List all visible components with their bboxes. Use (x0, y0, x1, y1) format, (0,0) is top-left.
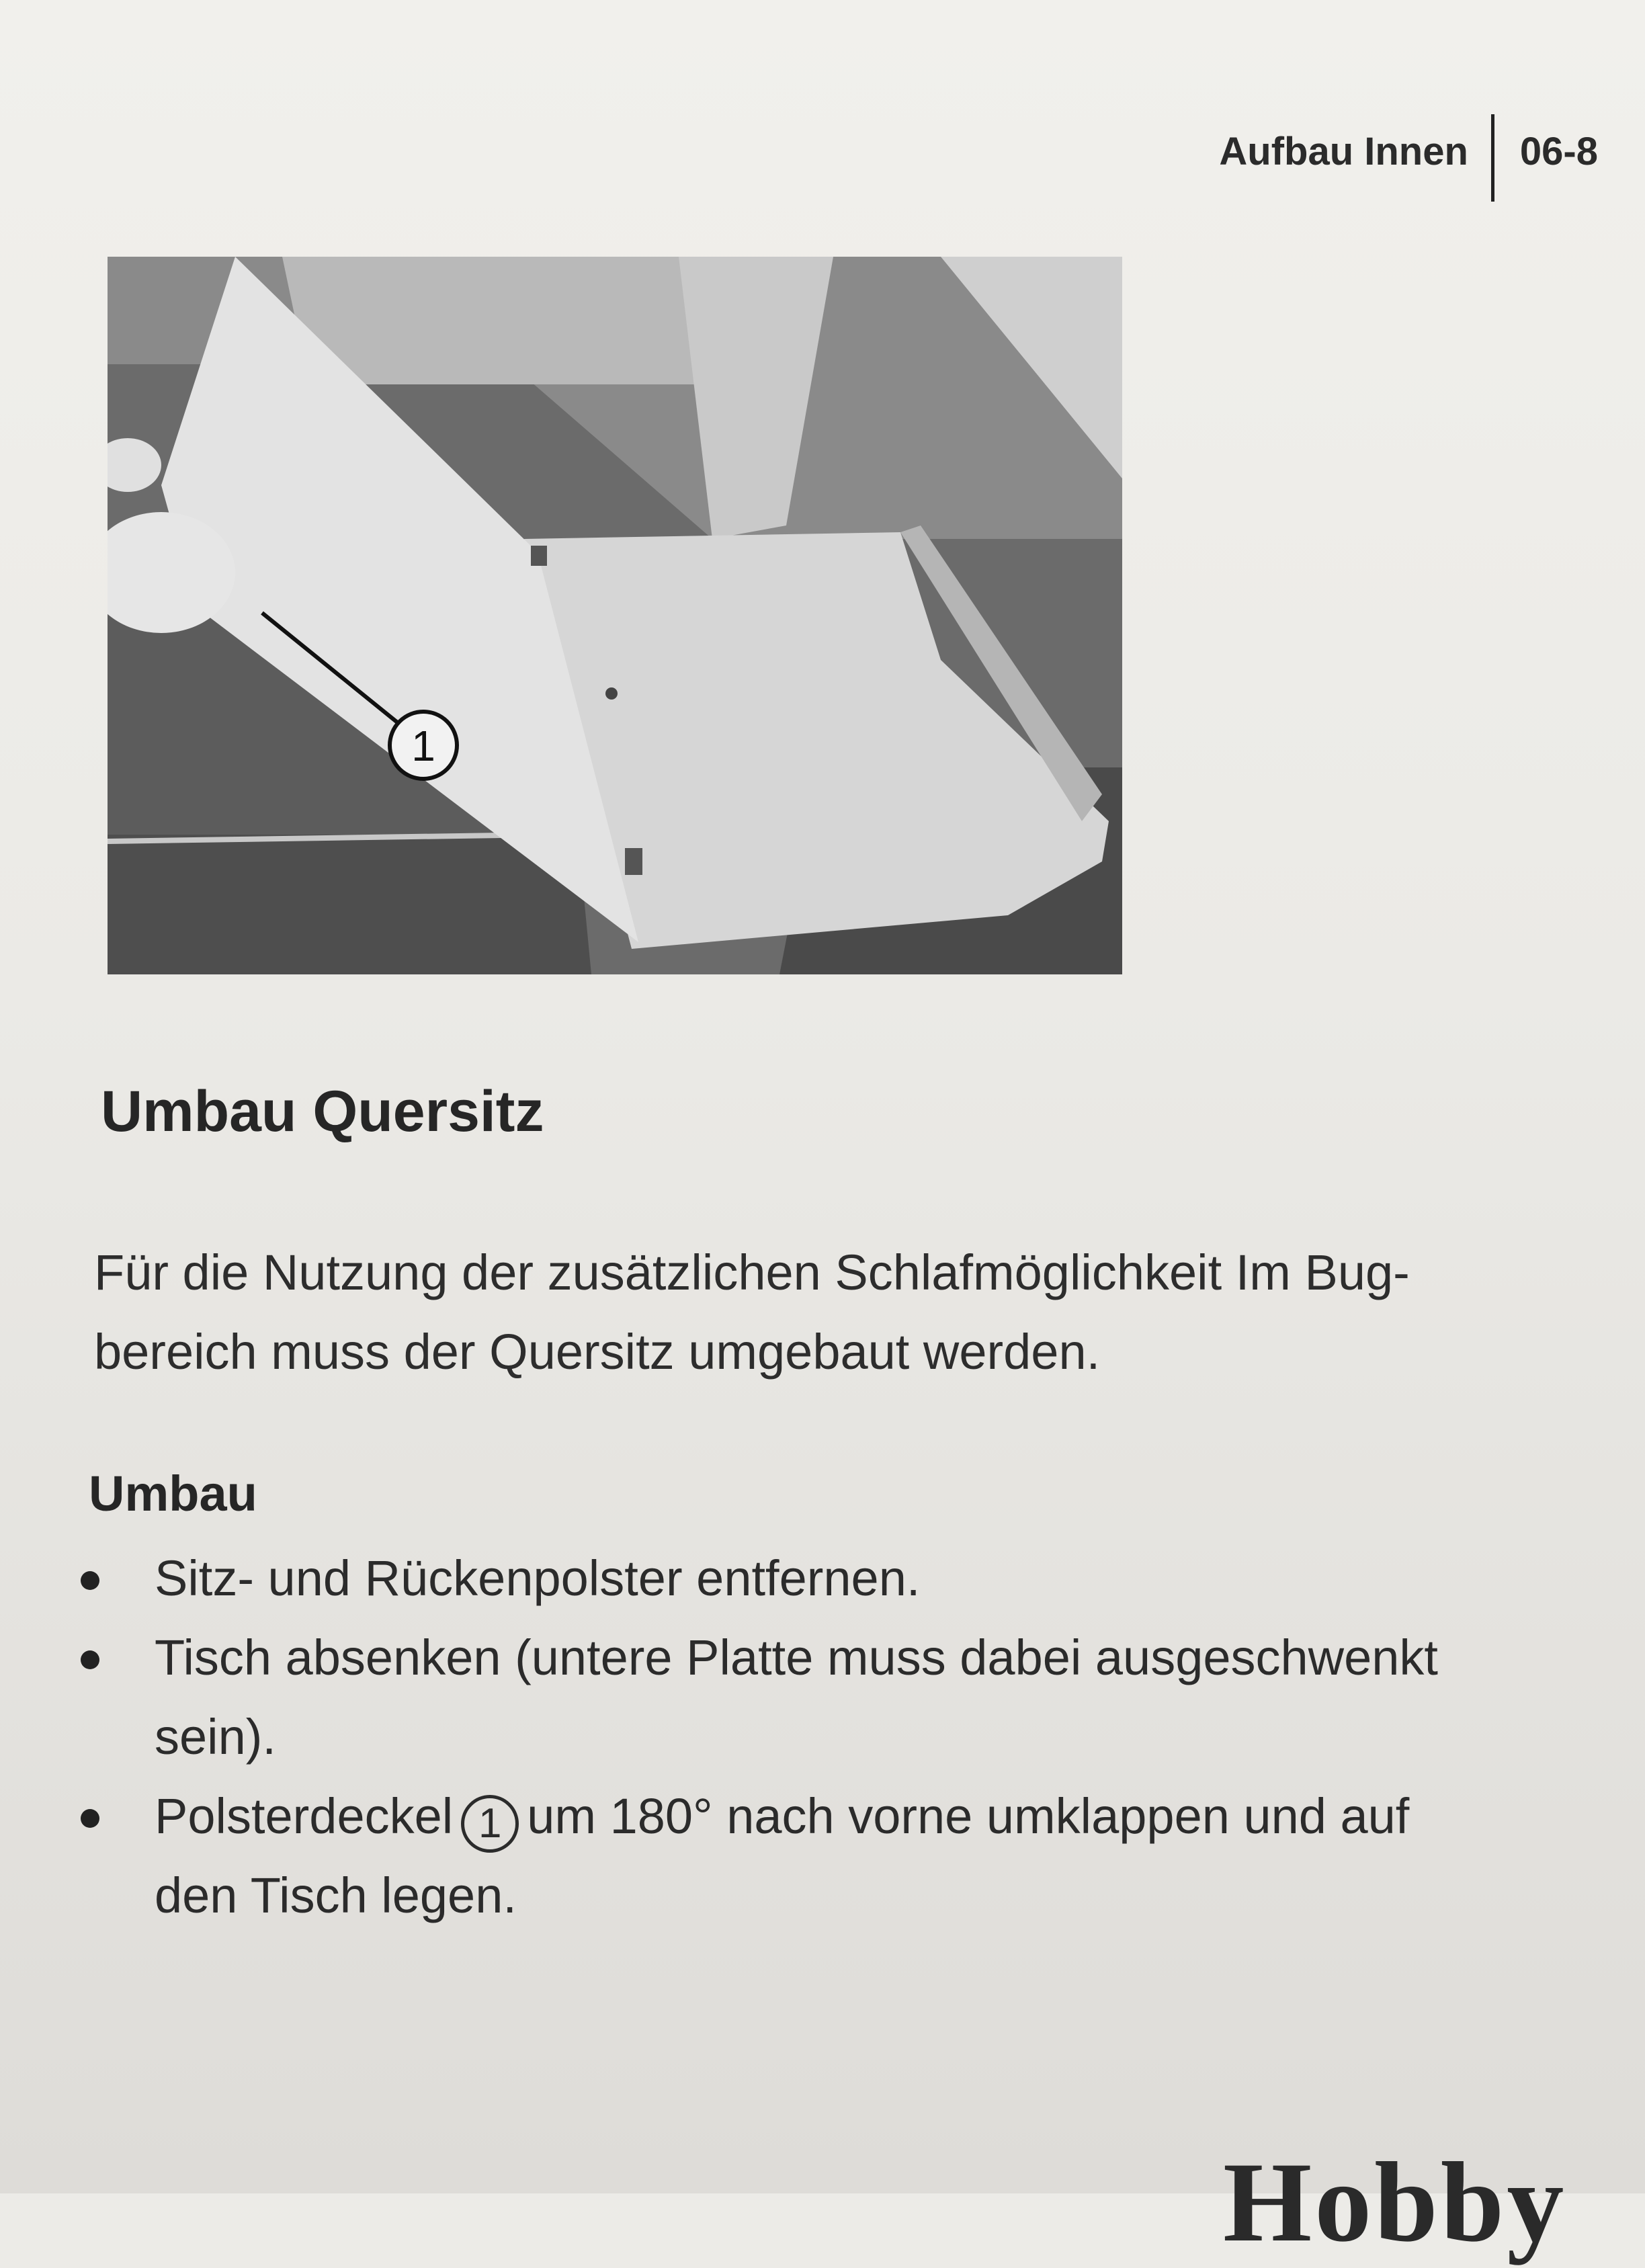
list-item (74, 1618, 1566, 1777)
intro-paragraph (94, 1233, 1539, 1392)
list-item-text: Sitz- und Rückenpolster entfernen. (155, 1550, 921, 1606)
callout-number: 1 (411, 722, 435, 770)
bullet-icon (81, 1809, 99, 1828)
bullet-icon (81, 1571, 99, 1590)
intro-line: Für die Nutzung der zusätzlichen Schlafmöglichkeit Im Bug- (94, 1245, 1410, 1300)
photo-drawing (108, 257, 1122, 974)
page-header (1219, 101, 1598, 202)
list-item-text (155, 1777, 1566, 1856)
list-item-text: den Tisch legen. (155, 1867, 517, 1923)
list-item-text-part: um 180° nach vorne umklappen und auf (527, 1788, 1410, 1844)
intro-line: bereich muss der Quersitz umgebaut werden. (94, 1324, 1101, 1380)
subheading: Umbau (89, 1466, 257, 1521)
page-number: 06-8 (1519, 129, 1598, 173)
list-item-text-part: Polsterdeckel (155, 1788, 454, 1844)
bullet-list (74, 1539, 1566, 1935)
list-item (74, 1777, 1566, 1935)
section-title: Aufbau Innen (1219, 129, 1468, 173)
list-item-text: Tisch absenken (untere Platte muss dabei ausgeschwenkt (155, 1630, 1438, 1685)
callout-reference: 1 (461, 1795, 519, 1853)
bullet-icon (81, 1650, 99, 1669)
section-heading: Umbau Quersitz (101, 1079, 544, 1144)
list-item-text: sein). (155, 1709, 276, 1765)
brand-logo: Hobby (1223, 2139, 1567, 2265)
list-item (74, 1539, 1566, 1618)
instruction-photo (108, 257, 1122, 974)
